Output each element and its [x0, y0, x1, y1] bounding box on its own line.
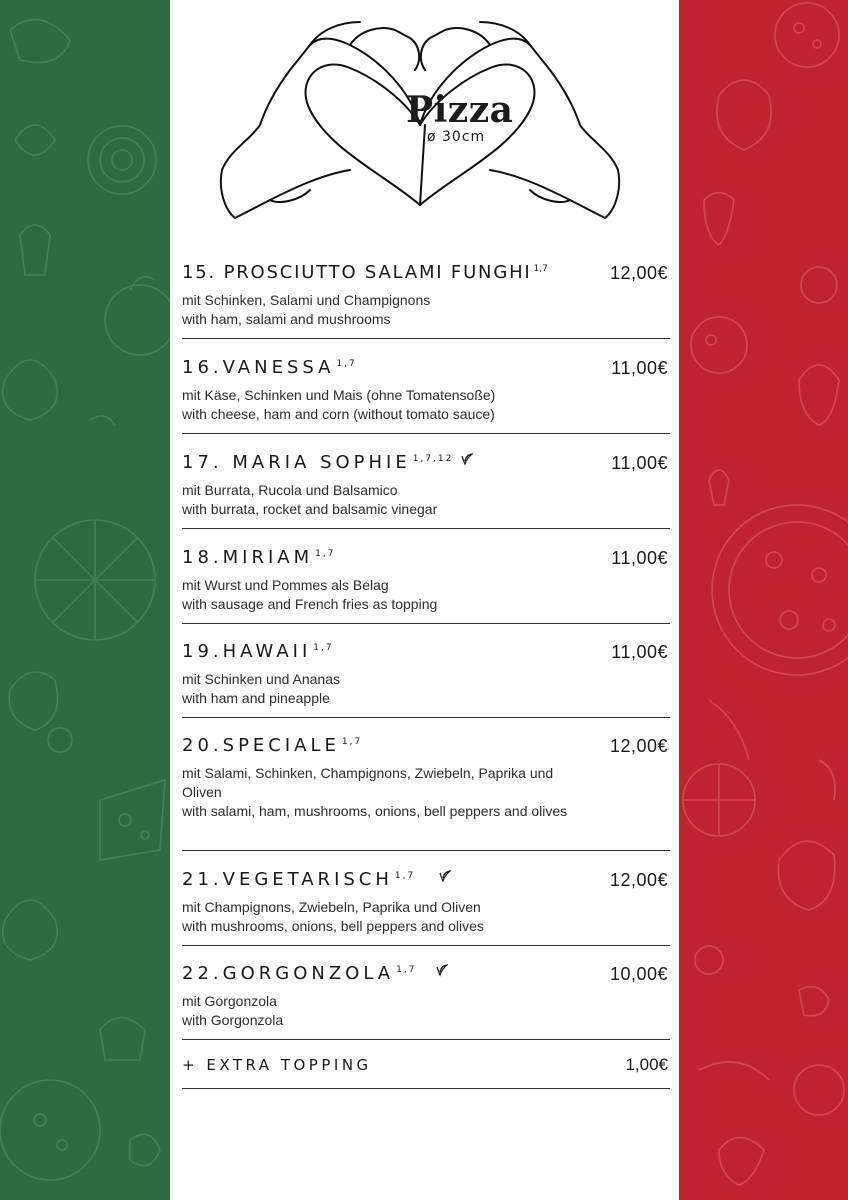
description-german: mit Schinken, Salami und Champignons — [182, 292, 431, 308]
item-price: 10,00€ — [609, 964, 668, 984]
description-english: with mushrooms, onions, bell peppers and olives — [182, 918, 484, 934]
page-title: Pizza — [406, 89, 514, 131]
food-doodle-pattern-right — [679, 0, 848, 1200]
item-description — [182, 291, 582, 329]
allergen-codes: 1,7 — [341, 737, 363, 747]
size-subtitle: ø 30cm — [427, 129, 486, 145]
menu-item — [182, 963, 670, 1040]
description-english: with Gorgonzola — [182, 1012, 284, 1028]
right-red-band — [679, 0, 848, 1200]
item-name: PROSCIUTTO SALAMI FUNGHI — [223, 262, 532, 283]
item-name: VANESSA — [222, 357, 335, 378]
item-title — [182, 262, 548, 284]
allergen-codes: 1,7 — [533, 264, 548, 274]
item-title — [182, 641, 334, 663]
item-description — [182, 481, 582, 519]
menu-item — [182, 547, 670, 624]
item-number: 22. — [182, 963, 223, 984]
item-name: VEGETARISCH — [222, 869, 393, 890]
extra-topping-label: + EXTRA TOPPING — [182, 1056, 372, 1074]
item-title — [182, 452, 473, 474]
description-english: with burrata, rocket and balsamic vinegar — [182, 501, 438, 517]
item-description — [182, 764, 572, 821]
item-number: 17. — [182, 452, 223, 473]
leaf-icon — [459, 452, 473, 466]
item-title — [182, 547, 335, 569]
menu-item — [182, 641, 670, 718]
item-name: GORGONZOLA — [222, 963, 395, 984]
item-description — [182, 898, 582, 936]
item-title — [182, 357, 357, 379]
item-number: 20. — [182, 735, 223, 756]
item-name: MIRIAM — [222, 547, 314, 568]
item-name: MARIA SOPHIE — [232, 452, 411, 473]
item-price: 12,00€ — [609, 263, 668, 283]
description-english: with sausage and French fries as topping — [182, 596, 438, 612]
item-description — [182, 576, 582, 614]
menu-item — [182, 869, 670, 946]
pizza-heart-hands-logo — [210, 0, 650, 230]
menu-item — [182, 357, 670, 434]
item-description — [182, 992, 582, 1030]
description-german: mit Salami, Schinken, Champignons, Zwiebeln, Paprika und Oliven — [182, 765, 554, 800]
extra-topping-row — [182, 1053, 670, 1089]
item-name: SPECIALE — [222, 735, 340, 756]
item-description — [182, 386, 582, 424]
item-number: 21. — [182, 869, 223, 890]
menu-item — [182, 262, 670, 339]
item-price: 12,00€ — [609, 736, 668, 756]
allergen-codes: 1,7,12 — [412, 454, 454, 464]
allergen-codes: 1,7 — [336, 359, 357, 369]
allergen-codes: 1,7 — [394, 871, 416, 881]
item-number: 16. — [182, 357, 223, 378]
item-price: 11,00€ — [611, 642, 668, 662]
item-price: 12,00€ — [609, 870, 668, 890]
description-english: with cheese, ham and corn (without tomato sauce) — [182, 406, 495, 422]
extra-topping-price: 1,00€ — [625, 1055, 668, 1074]
food-doodle-pattern-left — [0, 0, 170, 1200]
item-title — [182, 963, 448, 985]
item-price: 11,00€ — [611, 548, 668, 568]
description-german: mit Schinken und Ananas — [182, 671, 340, 687]
description-english: with ham and pineapple — [182, 690, 330, 706]
allergen-codes: 1,7 — [396, 965, 417, 975]
item-description — [182, 670, 582, 708]
left-green-band — [0, 0, 170, 1200]
item-number: 18. — [182, 547, 223, 568]
item-price: 11,00€ — [611, 453, 668, 473]
leaf-icon — [437, 869, 451, 883]
allergen-codes: 1,7 — [313, 643, 334, 653]
item-number: 15. — [182, 262, 217, 283]
menu-item — [182, 735, 670, 851]
item-title — [182, 869, 451, 891]
allergen-codes: 1,7 — [315, 549, 336, 559]
item-title — [182, 735, 362, 757]
description-german: mit Champignons, Zwiebeln, Paprika und Oliven — [182, 899, 481, 915]
menu-item — [182, 452, 670, 529]
item-number: 19. — [182, 641, 223, 662]
description-english: with ham, salami and mushrooms — [182, 311, 391, 327]
item-name: HAWAII — [222, 641, 312, 662]
description-german: mit Wurst und Pommes als Belag — [182, 577, 389, 593]
item-price: 11,00€ — [611, 358, 668, 378]
description-german: mit Burrata, Rucola und Balsamico — [182, 482, 398, 498]
leaf-icon — [434, 963, 448, 977]
description-english: with salami, ham, mushrooms, onions, bell peppers and olives — [182, 803, 568, 819]
description-german: mit Käse, Schinken und Mais (ohne Tomatensoße) — [182, 387, 496, 403]
description-german: mit Gorgonzola — [182, 993, 277, 1009]
